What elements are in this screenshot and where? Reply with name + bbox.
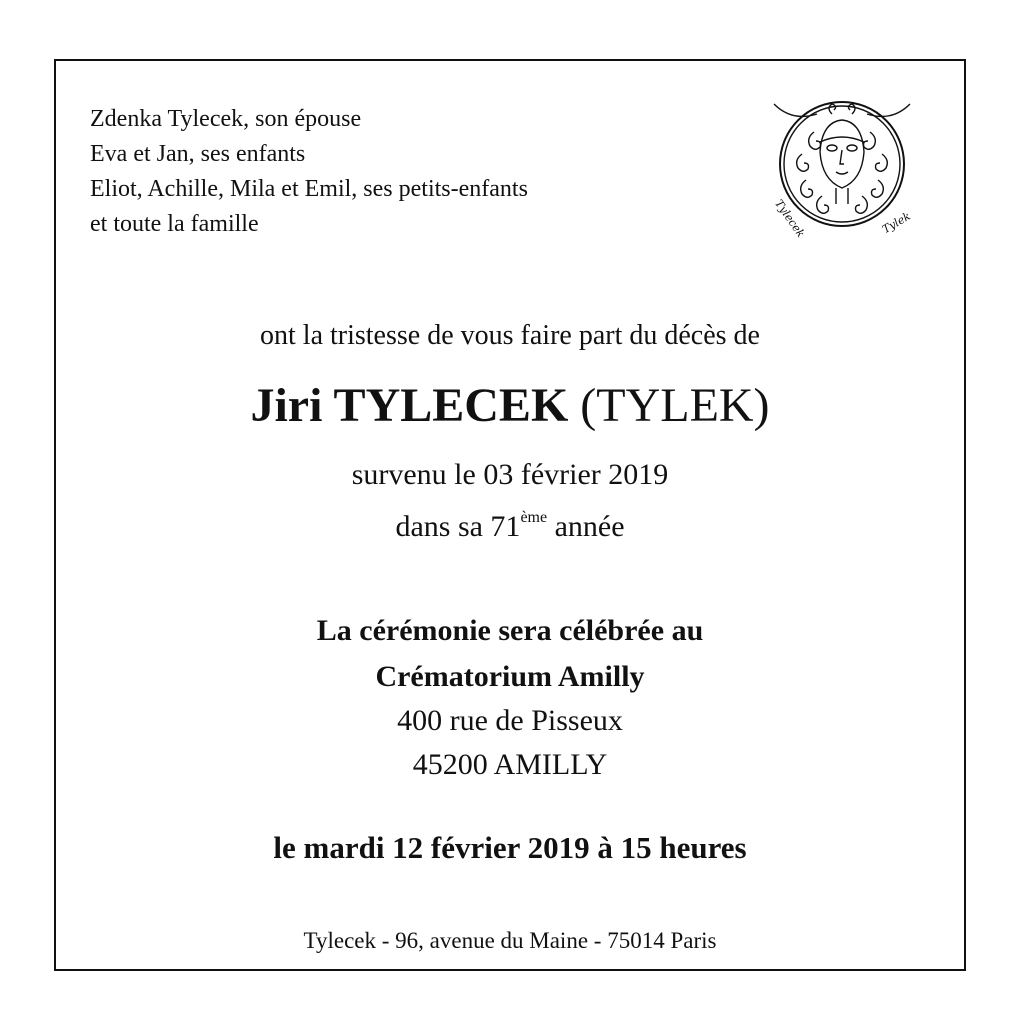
- announcement-text: ont la tristesse de vous faire part du décès de: [260, 320, 760, 351]
- family-list: [90, 102, 528, 242]
- family-line: Zdenka Tylecek, son épouse: [90, 106, 362, 132]
- footer-address: Tylecek - 96, avenue du Maine - 75014 Paris: [303, 928, 717, 953]
- venue-street: 400 rue de Pisseux: [397, 704, 623, 737]
- age-suffix: année: [547, 510, 625, 543]
- family-line: et toute la famille: [90, 211, 259, 237]
- venue-city: 45200 AMILLY: [412, 748, 608, 781]
- deceased-name: Jiri TYLECEK: [250, 379, 569, 432]
- ceremony-venue: Crématorium Amilly: [375, 660, 645, 693]
- emblem-logo-icon: [762, 92, 922, 242]
- logo-text-left: Tylecek: [772, 197, 808, 240]
- family-line: Eliot, Achille, Mila et Emil, ses petits-enfants: [90, 176, 528, 202]
- logo-text-right: Tylek: [880, 209, 913, 237]
- family-line: Eva et Jan, ses enfants: [90, 141, 306, 167]
- death-date: survenu le 03 février 2019: [351, 458, 669, 491]
- age-prefix: dans sa 71: [395, 510, 521, 543]
- ceremony-intro: La cérémonie sera célébrée au: [316, 614, 704, 647]
- ceremony-datetime: le mardi 12 février 2019 à 15 heures: [273, 830, 747, 865]
- age-superscript: ème: [520, 509, 548, 526]
- deceased-name-line: [54, 376, 966, 436]
- deceased-alias: (TYLEK): [580, 379, 770, 432]
- age-line: [54, 510, 966, 544]
